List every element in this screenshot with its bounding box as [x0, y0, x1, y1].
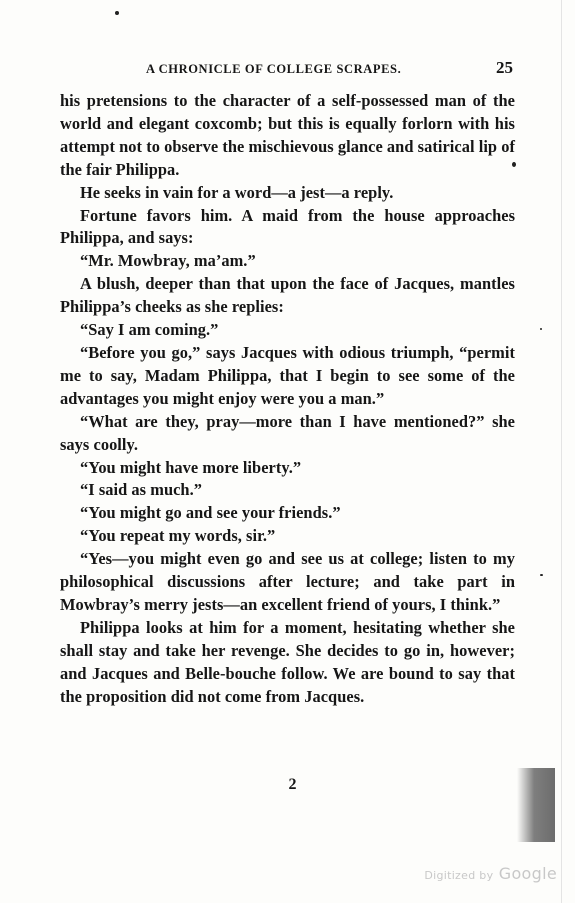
paragraph: “You repeat my words, sir.”: [80, 526, 276, 546]
paragraph: “You might go and see your friends.”: [80, 503, 341, 523]
body-text: [60, 90, 515, 708]
paragraph: “What are they, pray—more than I have mentioned?” she says coolly.: [60, 411, 515, 454]
paragraph: A blush, deeper than that upon the face of Jacques, mantles Philippa’s cheeks as she replies:: [60, 274, 515, 317]
watermark-brand: Google: [498, 864, 557, 883]
paragraph: “Mr. Mowbray, ma’am.”: [80, 251, 256, 271]
paragraph: “I said as much.”: [80, 480, 202, 500]
scan-shadow: [517, 768, 555, 842]
paragraph: He seeks in vain for a word—a jest—a reply.: [80, 182, 394, 202]
running-head: A CHRONICLE OF COLLEGE SCRAPES.: [146, 62, 402, 76]
paragraph: Fortune favors him. A maid from the house approaches Philippa, and says:: [60, 205, 515, 248]
paragraph: Philippa looks at him for a moment, hesitating whether she shall stay and take her revenge. She decides to go in, however; and Jacques and Belle-bouche follow. We are bound to say that the proposition did not come from Jacques.: [60, 617, 515, 706]
paragraph: his pretensions to the character of a self-possessed man of the world and elegant coxcomb; but this is equally forlorn with his attempt not to observe the mischievous glance and satirical lip of the fair Philippa.: [60, 91, 515, 179]
watermark-prefix: Digitized by: [424, 869, 494, 882]
ink-speck: [115, 11, 119, 15]
paragraph: “You might have more liberty.”: [80, 457, 302, 477]
paragraph: “Say I am coming.”: [80, 320, 219, 340]
paragraph: “Before you go,” says Jacques with odious triumph, “permit me to say, Madam Philippa, that I begin to see some of the advantages you might enjoy were you a man.”: [60, 342, 515, 408]
paragraph: “Yes—you might even go and see us at college; listen to my philosophical discussions after lecture; and take part in Mowbray’s merry jests—an excellent friend of yours, I think.”: [60, 549, 515, 614]
ink-speck: [540, 328, 542, 330]
page-edge: [561, 0, 562, 903]
ink-speck: [540, 574, 543, 576]
watermark: [424, 864, 557, 883]
page-header: [60, 58, 515, 80]
signature-mark: 2: [288, 776, 297, 793]
page-number: 25: [496, 58, 513, 77]
